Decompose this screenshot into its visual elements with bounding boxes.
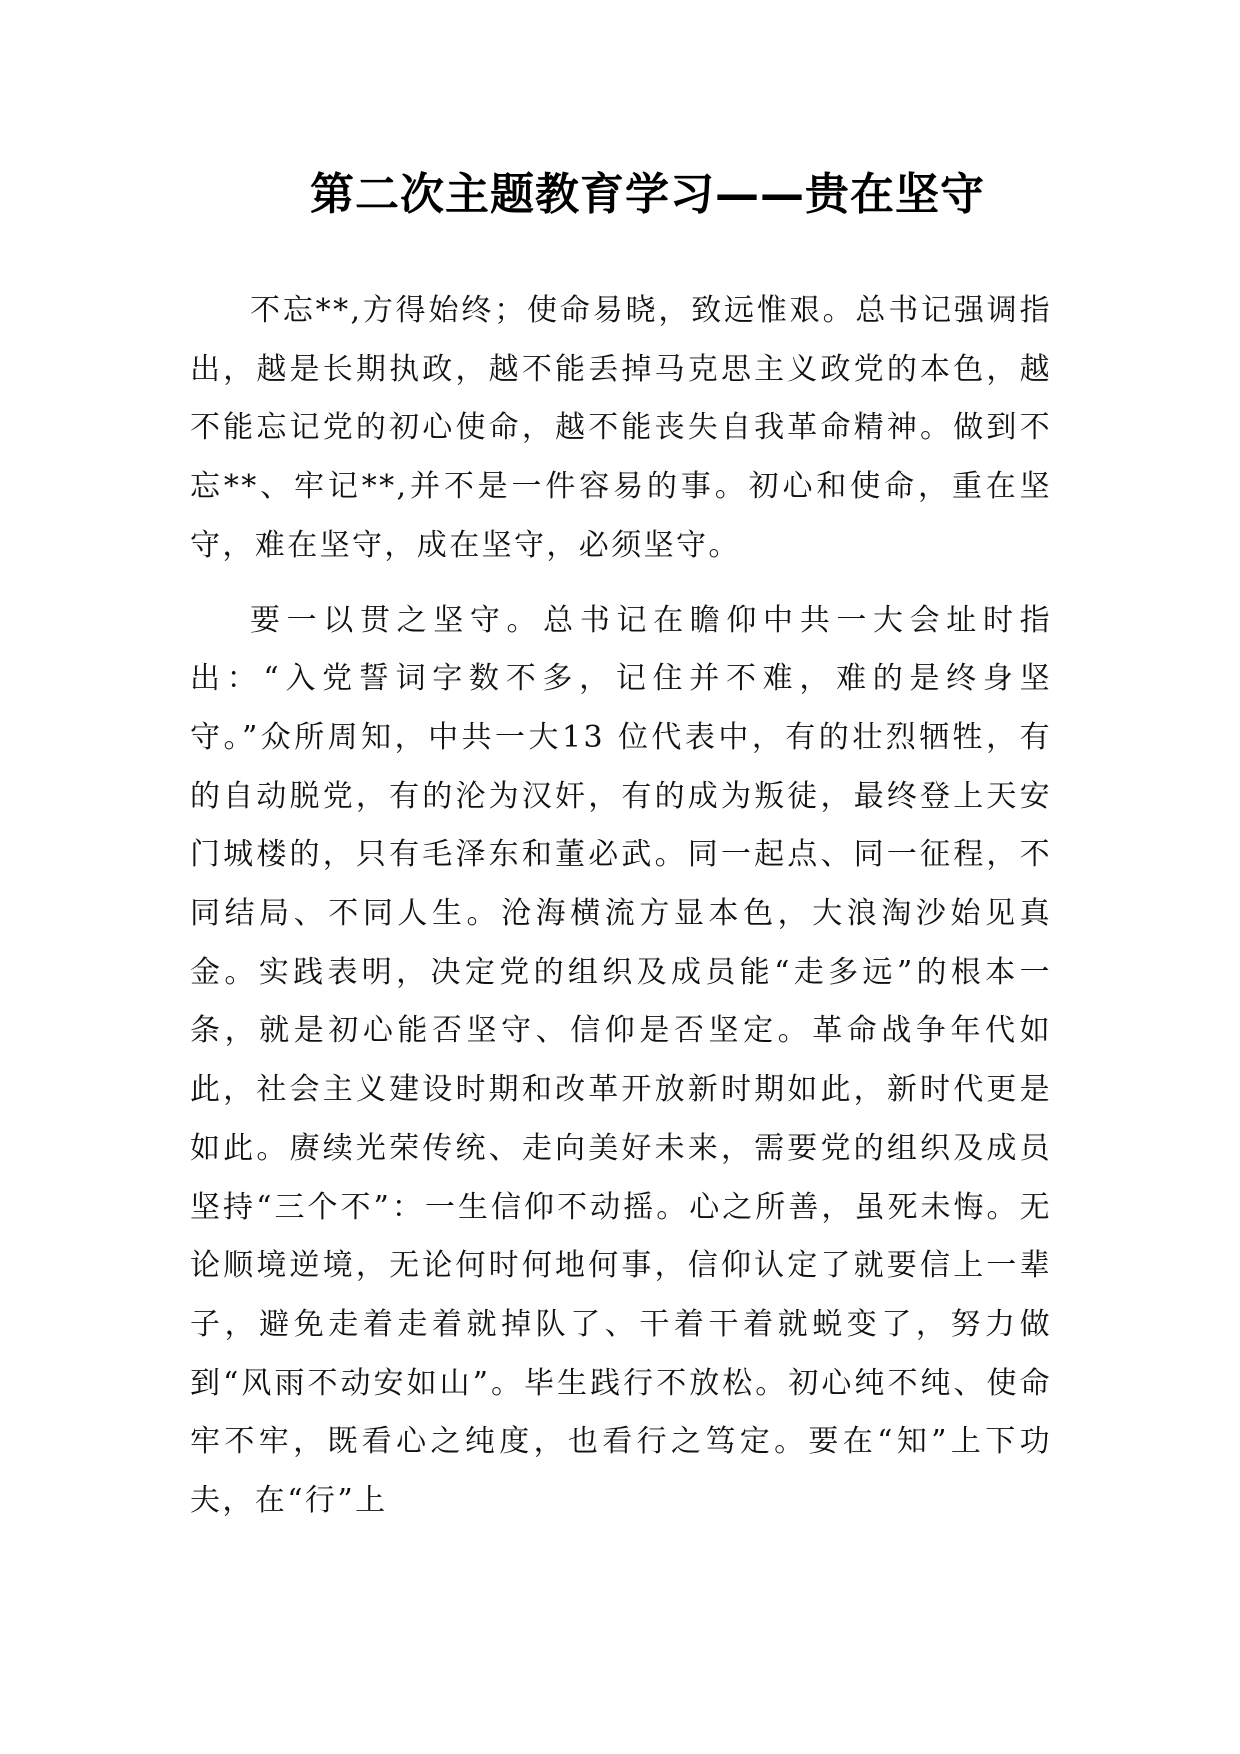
paragraph-persist: 要一以贯之坚守。总书记在瞻仰中共一大会址时指出：“入党誓词字数不多，记住并不难，难的是终身坚守。”众所周知，中共一大13 位代表中，有的壮烈牺牲，有的自动脱党，有的沦为汉奸，有的成为叛徒，最终登上天安门城楼的，只有毛泽东和董必武。同一起点、同一征程，不同结局、不同人生。沧海横流方显本色，大浪淘沙始见真金。实践表明，决定党的组织及成员能“走多远”的根本一条，就是初心能否坚守、信仰是否坚定。革命战争年代如此，社会主义建设时期和改革开放新时期如此，新时代更是如此。赓续光荣传统、走向美好未来，需要党的组织及成员坚持“三个不”：一生信仰不动摇。心之所善，虽死未悔。无论顺境逆境，无论何时何地何事，信仰认定了就要信上一辈子，避免走着走着就掉队了、干着干着就蜕变了，努力做到“风雨不动安如山”。毕生践行不放松。初心纯不纯、使命牢不牢，既看心之纯度，也看行之笃定。要在“知”上下功夫，在“行”上 [190, 602, 1052, 1519]
document-title: 第二次主题教育学习——贵在坚守 [310, 169, 985, 220]
document-body [190, 282, 1052, 1531]
paragraph-intro: 不忘**,方得始终；使命易晓，致远惟艰。总书记强调指出，越是长期执政，越不能丢掉马克思主义政党的本色，越不能忘记党的初心使命，越不能丧失自我革命精神。做到不忘**、牢记**,并不是一件容易的事。初心和使命，重在坚守，难在坚守，成在坚守，必须坚守。 [190, 293, 1052, 563]
